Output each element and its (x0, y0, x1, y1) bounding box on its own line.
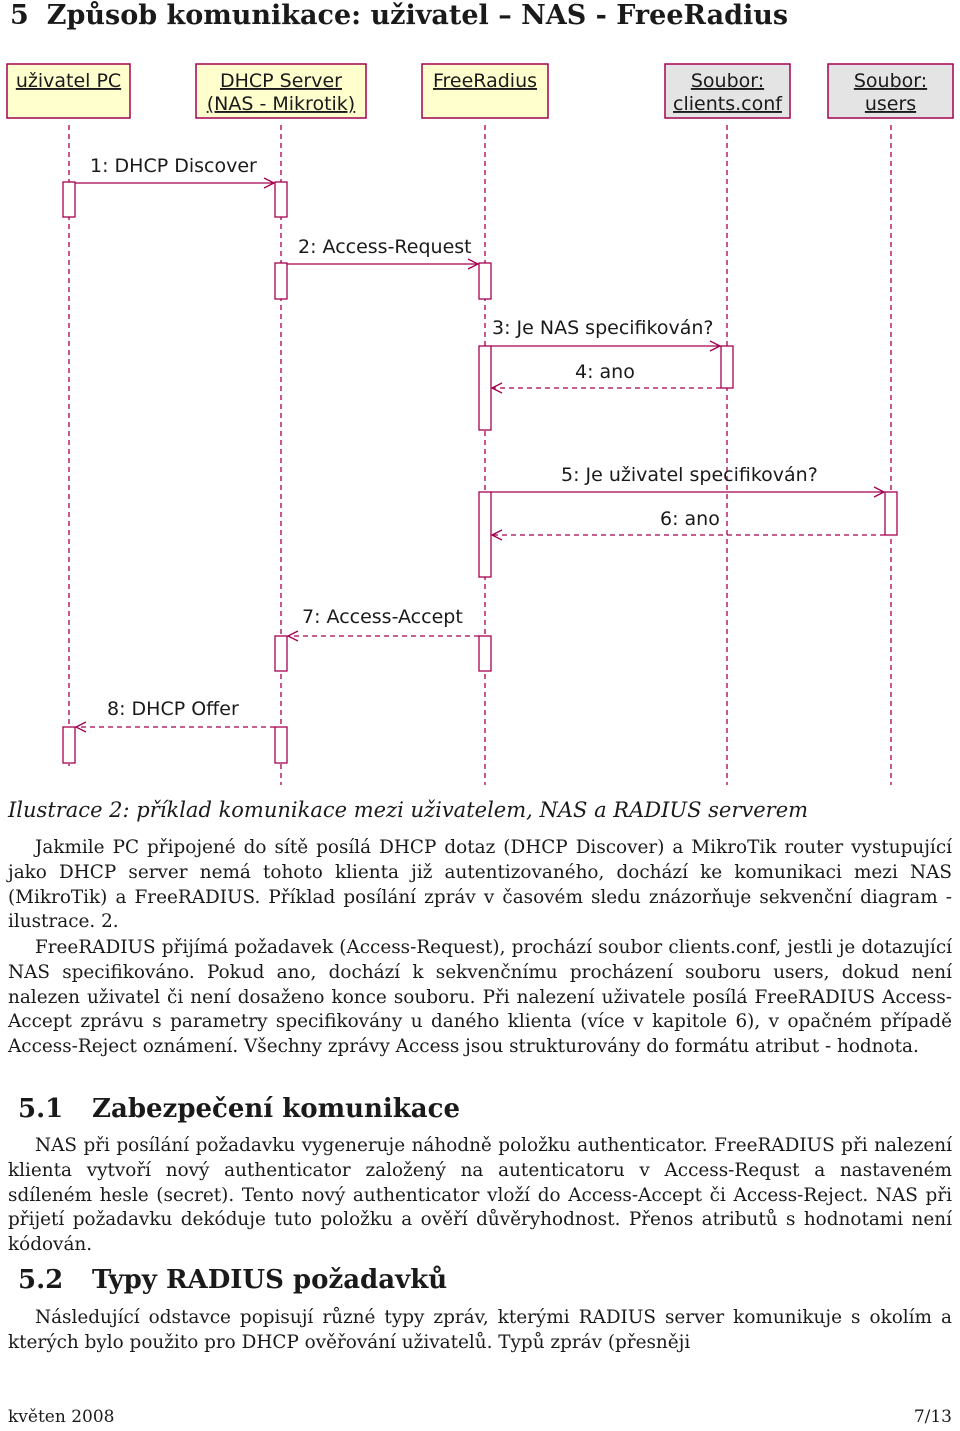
section-number: 5.1 (18, 1094, 64, 1124)
participant-sublabel: users (864, 93, 917, 115)
message-2 (287, 236, 478, 264)
message-3 (491, 317, 720, 346)
participant-label: Soubor: (853, 70, 928, 92)
participant-user-pc (7, 64, 130, 118)
participant-label: DHCP Server (220, 70, 342, 92)
paragraph-text: NAS při posílání požadavku vygeneruje náhodně položku authenticator. FreeRADIUS při nalezení klienta vytvoří nový authenticator založený na autenticatoru v Access-Requst a nastaveném sdíleném hesle (secret). Tento nový authenticator vloží do Access-Accept či Access-Reject. NAS při přijetí požadavku dekóduje tuto položku a ověří důvěryhodnost. Přenos atributů s hodnotami není kódován. (8, 1135, 952, 1256)
paragraph-freeradius (8, 936, 952, 1060)
message-label: 5: Je uživatel specifikován? (561, 464, 818, 486)
chapter-number: 5 (10, 0, 29, 31)
message-label: 3: Je NAS specifikován? (492, 317, 714, 339)
message-8 (76, 698, 275, 727)
message-label: 2: Access-Request (298, 236, 472, 258)
message-label: 7: Access-Accept (302, 606, 463, 628)
message-6 (492, 508, 885, 535)
paragraph-text: FreeRADIUS přijímá požadavek (Access-Request), prochází soubor clients.conf, jestli je dotazující NAS specifikováno. Pokud ano, dochází k sekvenčnímu procházení souboru users, dokud není nalezen uživatel či není dosaženo konce souboru. Při nalezení uživatele posílá FreeRADIUS Access-Accept zprávu s parametry specifikovány u daného klienta (více v kapitole 6), v opačném případě Access-Reject oznámení. Všechny zprávy Access jsou strukturovány do formátu atribut - hodnota. (8, 937, 952, 1058)
message-1 (75, 155, 274, 183)
paragraph-intro (8, 836, 952, 935)
message-4 (492, 361, 721, 388)
section-title: Typy RADIUS požadavků (92, 1265, 448, 1295)
message-label: 8: DHCP Offer (107, 698, 239, 720)
message-7 (288, 606, 479, 636)
paragraph-text: Jakmile PC připojené do sítě posílá DHCP dotaz (DHCP Discover) a MikroTik router vystupující jako DHCP server nemá tohoto klienta již autentizovaného, dochází ke komunikaci mezi NAS (MikroTik) a FreeRADIUS. Příklad posílání zpráv v časovém sledu znázorňuje sekvenční diagram - ilustrace. 2. (8, 837, 952, 933)
chapter-title: Způsob komunikace: uživatel – NAS - FreeRadius (46, 0, 789, 31)
message-5 (491, 464, 884, 492)
message-label: 6: ano (660, 508, 720, 530)
participant-sublabel: (NAS - Mikrotik) (206, 93, 356, 115)
section-heading-5-2 (18, 1265, 447, 1295)
figure-caption: Ilustrace 2: příklad komunikace mezi uživatelem, NAS a RADIUS serverem (8, 798, 809, 822)
paragraph-types (8, 1306, 952, 1356)
participant-label: Soubor: (690, 70, 765, 92)
footer-date: květen 2008 (8, 1407, 115, 1427)
paragraph-text: Následující odstavce popisují různé typy zpráv, kterými RADIUS server komunikuje s okolím a kterých bylo použito pro DHCP ověřování uživatelů. Typů zpráv (přesněji (8, 1307, 952, 1353)
lifelines (69, 125, 891, 785)
message-label: 1: DHCP Discover (90, 155, 257, 177)
participant-freeradius (422, 64, 548, 118)
paragraph-security (8, 1134, 952, 1258)
message-label: 4: ano (575, 361, 635, 383)
footer-page-number: 7/13 (913, 1407, 952, 1427)
section-heading-5-1 (18, 1094, 460, 1124)
participant-label: FreeRadius (432, 70, 538, 92)
participant-label: uživatel PC (15, 70, 122, 92)
participant-users (828, 64, 953, 118)
participant-sublabel: clients.conf (673, 93, 782, 115)
participant-dhcp-server (196, 64, 366, 118)
section-title: Zabezpečení komunikace (92, 1094, 461, 1124)
section-number: 5.2 (18, 1265, 64, 1295)
participant-clients-conf (665, 64, 790, 118)
